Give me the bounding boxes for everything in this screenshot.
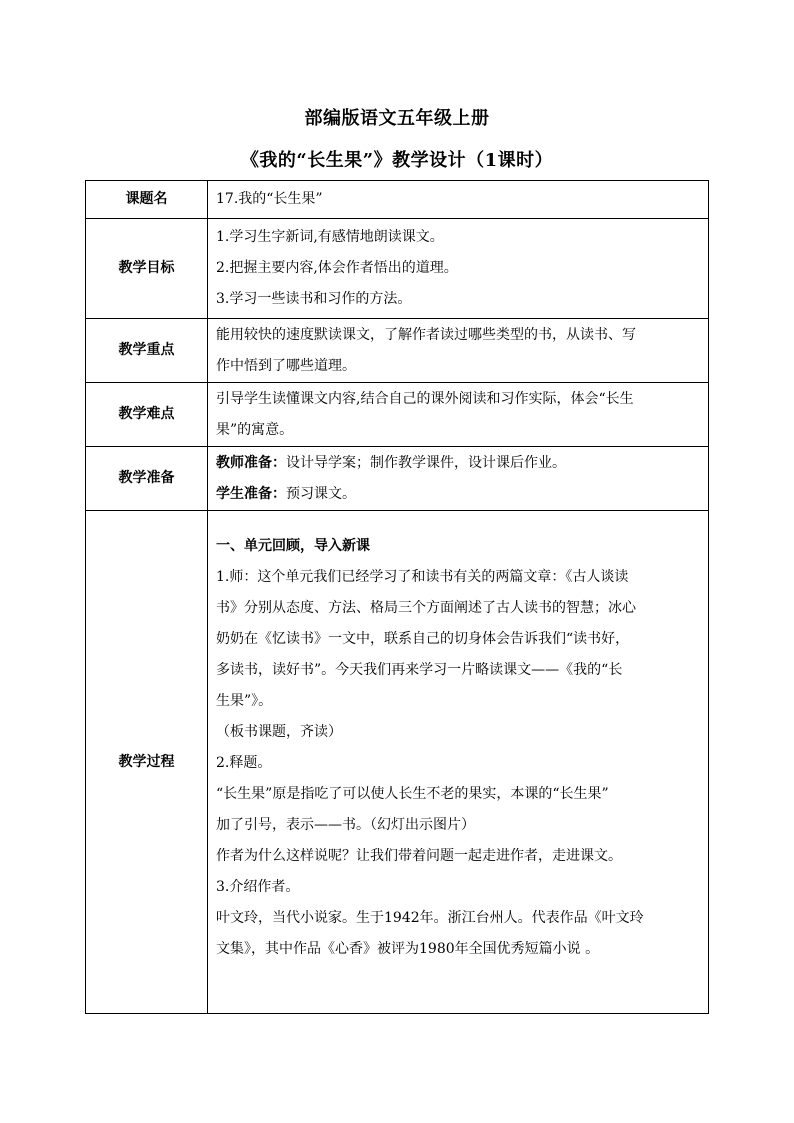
process-line: 奶奶在《忆读书》一文中，联系自己的切身体会告诉我们“读书好， <box>216 631 630 647</box>
goal-line: 2.把握主要内容,体会作者悟出的道理。 <box>216 260 458 276</box>
content-topic: 17.我的“长生果” <box>208 181 709 219</box>
row-key <box>86 319 709 383</box>
process-line: 3.介绍作者。 <box>216 879 300 895</box>
process-heading: 一、单元回顾，导入新课 <box>216 538 370 554</box>
label-key: 教学重点 <box>86 319 208 383</box>
student-prep-label: 学生准备： <box>216 485 286 502</box>
label-topic: 课题名 <box>86 181 208 219</box>
process-line: 1.师：这个单元我们已经学习了和读书有关的两篇文章：《古人谈读 <box>216 569 629 585</box>
row-prep <box>86 447 709 511</box>
goal-line: 3.学习一些读书和习作的方法。 <box>216 291 412 307</box>
row-goals <box>86 219 709 319</box>
teacher-prep-text: 设计导学案；制作教学课件，设计课后作业。 <box>286 454 566 471</box>
content-process <box>208 511 709 1014</box>
process-line: 2.释题。 <box>216 755 272 771</box>
document-subtitle: 《我的“长生果”》教学设计（1课时） <box>240 150 554 171</box>
lesson-plan-table <box>85 180 709 1014</box>
row-topic <box>86 181 709 219</box>
row-process <box>86 511 709 1014</box>
label-prep: 教学准备 <box>86 447 208 511</box>
key-line: 作中悟到了哪些道理。 <box>216 357 356 374</box>
row-difficulty <box>86 383 709 447</box>
teacher-prep-label: 教师准备： <box>216 454 286 471</box>
process-line: 书》分别从态度、方法、格局三个方面阐述了古人读书的智慧；冰心 <box>216 600 636 616</box>
teacher-prep-line <box>216 448 702 479</box>
process-line: 叶文玲，当代小说家。生于1942年。浙江台州人。代表作品《叶文玲 <box>216 910 644 926</box>
process-line: 生果”》。 <box>216 693 273 709</box>
content-goals <box>208 219 709 319</box>
process-line: “长生果”原是指吃了可以使人长生不老的果实，本课的“长生果” <box>216 786 609 802</box>
document-title: 部编版语文五年级上册 <box>304 108 490 129</box>
process-line: （板书课题，齐读） <box>216 724 342 740</box>
goal-line: 1.学习生字新词,有感情地朗读课文。 <box>216 229 444 245</box>
content-key <box>208 319 709 383</box>
process-line: 多读书，读好书”。今天我们再来学习一片略读课文——《我的“长 <box>216 662 623 678</box>
label-goals: 教学目标 <box>86 219 208 319</box>
difficulty-line: 引导学生读懂课文内容,结合自己的课外阅读和习作实际，体会“长生 <box>216 390 634 407</box>
process-line: 文集》，其中作品《心香》被评为1980年全国优秀短篇小说 。 <box>216 941 600 957</box>
content-difficulty <box>208 383 709 447</box>
difficulty-line: 果”的寓意。 <box>216 421 294 438</box>
process-line: 作者为什么这样说呢？让我们带着问题一起走进作者，走进课文。 <box>216 848 622 864</box>
process-line: 加了引号，表示——书。（幻灯出示图片） <box>216 817 475 833</box>
content-prep <box>208 447 709 511</box>
student-prep-line <box>216 479 702 510</box>
label-difficulty: 教学难点 <box>86 383 208 447</box>
student-prep-text: 预习课文。 <box>286 485 356 502</box>
key-line: 能用较快的速度默读课文，了解作者读过哪些类型的书，从读书、写 <box>216 326 636 343</box>
label-process: 教学过程 <box>86 511 208 1014</box>
